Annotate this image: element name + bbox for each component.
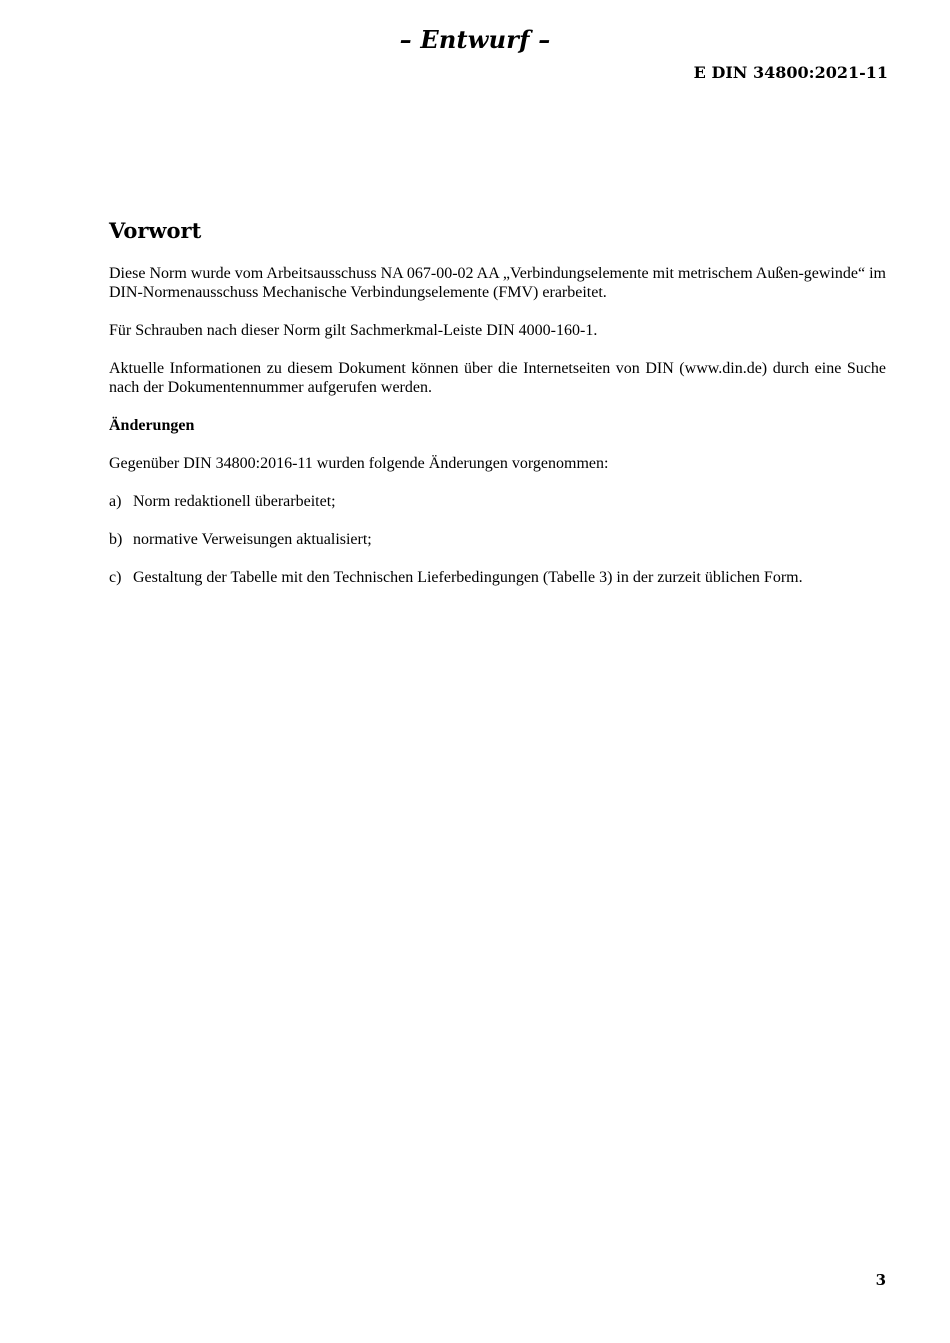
changes-heading: Änderungen [109, 417, 195, 434]
list-marker: c) [109, 569, 122, 586]
list-item-text: Norm redaktionell überarbeitet; [133, 493, 336, 510]
list-item [109, 568, 886, 587]
list-item-text: normative Verweisungen aktualisiert; [133, 531, 372, 548]
draft-label: – Entwurf – [399, 25, 551, 54]
list-marker: a) [109, 493, 122, 510]
document-body [109, 216, 886, 606]
changes-list [109, 492, 886, 587]
list-item [109, 530, 886, 549]
foreword-title: Vorwort [109, 218, 202, 243]
page-number: 3 [875, 1271, 886, 1289]
list-item-text: Gestaltung der Tabelle mit den Technischen Lieferbedingungen (Tabelle 3) in der zurzeit üblichen Form. [133, 569, 803, 586]
changes-intro: Gegenüber DIN 34800:2016-11 wurden folgende Änderungen vorgenommen: [109, 455, 609, 472]
list-marker: b) [109, 531, 123, 548]
document-id: E DIN 34800:2021-11 [693, 63, 888, 82]
list-item [109, 492, 886, 511]
foreword-paragraph-online-info: Aktuelle Informationen zu diesem Dokument können über die Internetseiten von DIN (www.din.de) durch eine Suche nach der Dokumentennummer aufgerufen werden. [109, 360, 886, 396]
foreword-paragraph-committee: Diese Norm wurde vom Arbeitsausschuss NA 067-00-02 AA „Verbindungselemente mit metrischem Außen-gewinde“ im DIN-Normenausschuss Mechanische Verbindungselemente (FMV) erarbeitet. [109, 265, 886, 301]
foreword-paragraph-feature-list: Für Schrauben nach dieser Norm gilt Sachmerkmal-Leiste DIN 4000-160-1. [109, 322, 598, 339]
